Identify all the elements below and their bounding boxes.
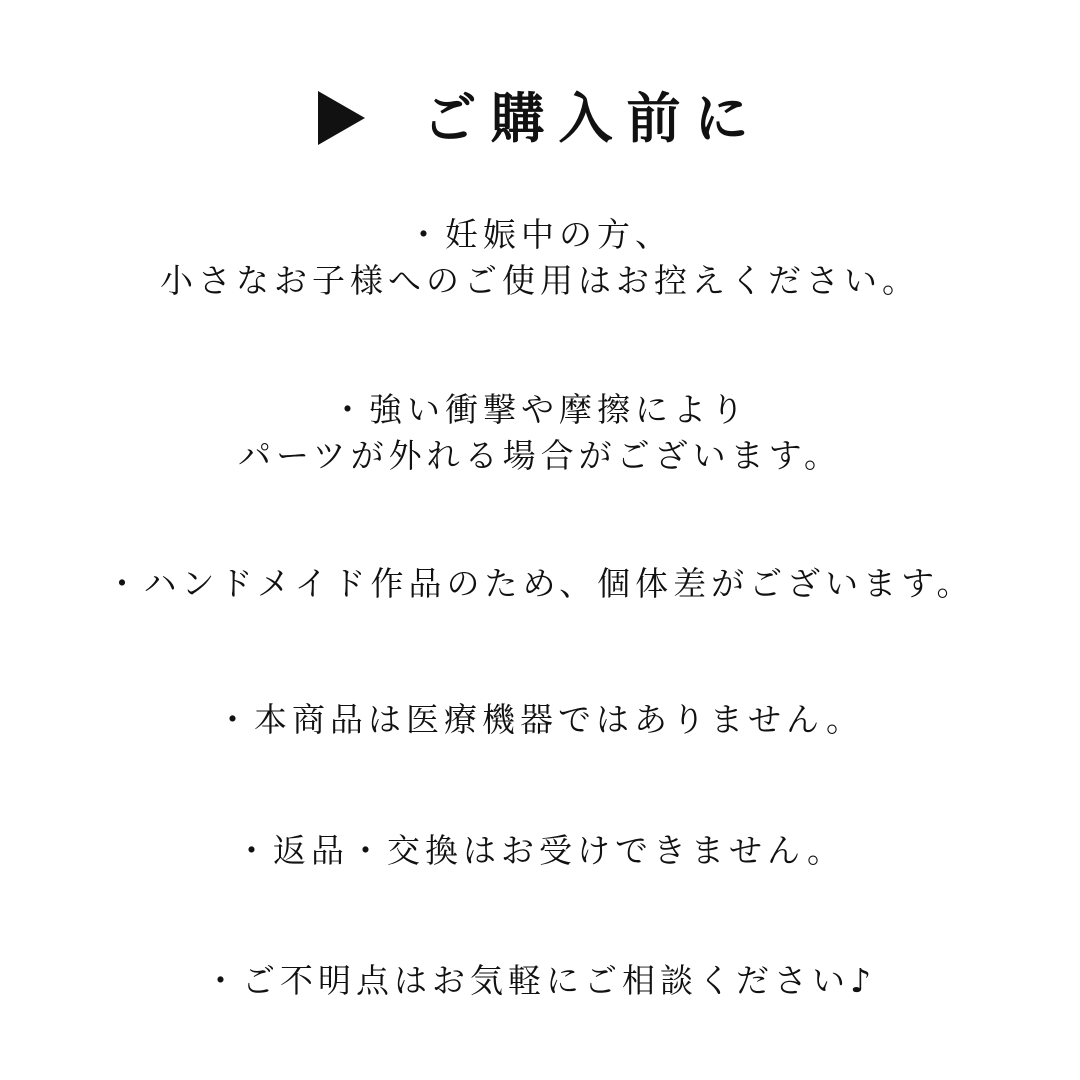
note-item [0, 387, 1080, 479]
note-line: ・本商品は医療機器ではありません。 [216, 700, 864, 739]
note-item [0, 212, 1080, 304]
heading-title: ご購入前に [422, 86, 763, 150]
note-item [0, 958, 1080, 1004]
note-line: ・ご不明点はお気軽にご相談ください♪ [203, 961, 877, 1000]
note-line: ・妊娠中の方、 [407, 215, 673, 254]
note-line: ・返品・交換はお受けできません。 [235, 831, 845, 870]
section-heading [0, 78, 1080, 158]
note-item [0, 561, 1080, 607]
note-line: 小さなお子様へのご使用はお控えください。 [160, 261, 920, 300]
play-triangle-icon [318, 91, 365, 145]
note-line: パーツが外れる場合がございます。 [237, 436, 843, 475]
note-item [0, 697, 1080, 743]
note-item [0, 828, 1080, 874]
note-line: ・ハンドメイド作品のため、個体差がございます。 [105, 564, 975, 603]
note-line: ・強い衝撃や摩擦により [331, 390, 749, 429]
